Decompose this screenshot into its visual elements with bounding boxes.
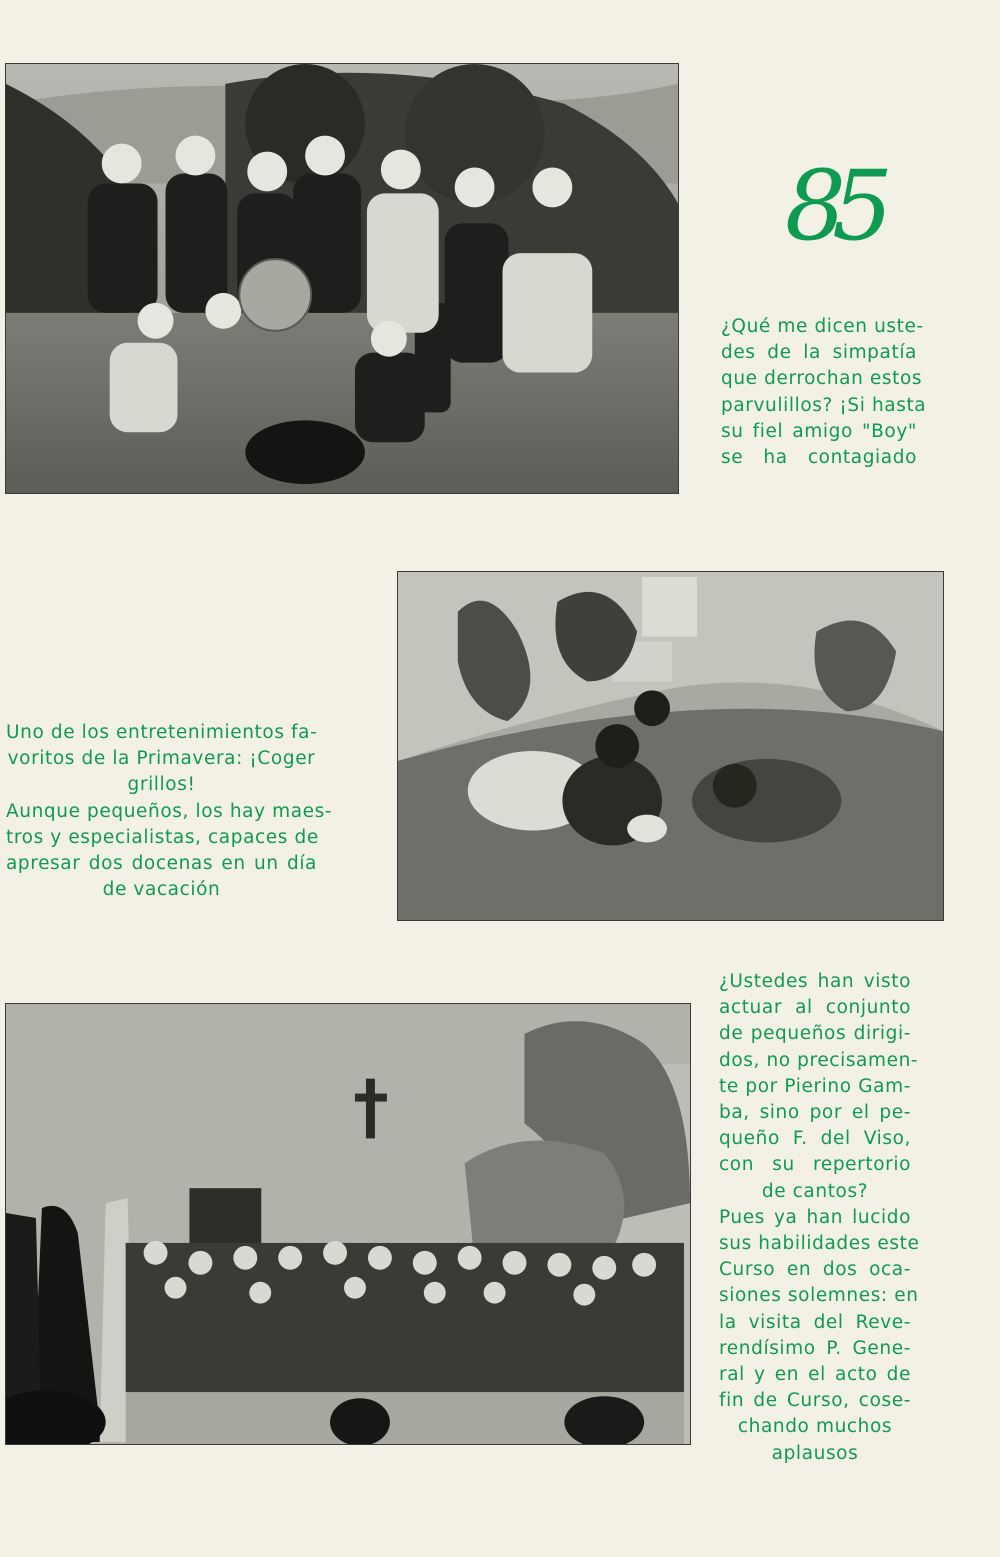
- boys-with-ball-and-dog-photo: [5, 63, 679, 494]
- caption-line: queño F. del Viso,: [719, 1128, 911, 1150]
- caption-line: Curso en dos oca-: [719, 1259, 911, 1281]
- caption-line: tros y especialistas, capaces de: [6, 826, 319, 848]
- monogram: 85: [784, 150, 880, 262]
- caption-line: ba, sino por el pe-: [719, 1102, 911, 1124]
- caption-line: des de la simpatía: [721, 342, 917, 364]
- caption-line: de vacación: [102, 879, 221, 901]
- caption-line: se ha contagiado: [721, 447, 917, 469]
- caption-line: parvulillos? ¡Si hasta: [721, 394, 927, 416]
- caption-line: voritos de la Primavera: ¡Coger: [7, 748, 316, 770]
- caption-line: dos, no precisamen-: [719, 1049, 919, 1071]
- caption-line: ¿Qué me dicen uste-: [721, 316, 924, 337]
- caption-line: apresar dos docenas en un día: [6, 853, 317, 875]
- caption-line: que derrochan estos: [721, 368, 923, 390]
- caption-line: actuar al conjunto: [719, 997, 911, 1019]
- caption-line: Aunque pequeños, los hay maes-: [6, 800, 333, 822]
- caption-line: aplausos: [771, 1442, 859, 1464]
- caption-line: chando muchos: [737, 1416, 893, 1438]
- caption-line: siones solemnes: en: [719, 1285, 919, 1307]
- caption-line: su fiel amigo "Boy": [721, 420, 917, 442]
- caption-line: de cantos?: [761, 1180, 869, 1202]
- caption-line: rendísimo P. Gene-: [719, 1337, 911, 1359]
- caption-line: Pues ya han lucido: [719, 1206, 911, 1228]
- caption-catching-crickets: [6, 720, 333, 903]
- caption-line: te por Pierino Gam-: [719, 1075, 911, 1097]
- boys-catching-crickets-photo: [397, 571, 944, 921]
- caption-line: de pequeños dirigi-: [719, 1023, 911, 1045]
- caption-line: la visita del Reve-: [719, 1311, 911, 1333]
- choir-performance-photo: [5, 1003, 691, 1445]
- caption-choir: [719, 969, 920, 1467]
- caption-line: fin de Curso, cose-: [719, 1390, 911, 1412]
- caption-boys-with-dog: [721, 314, 927, 471]
- caption-line: Uno de los entretenimientos fa-: [6, 722, 318, 743]
- caption-line: con su repertorio: [719, 1154, 911, 1176]
- caption-line: ral y en el acto de: [719, 1364, 911, 1386]
- caption-line: grillos!: [127, 774, 196, 796]
- caption-line: ¿Ustedes han visto: [719, 971, 911, 992]
- caption-line: sus habilidades este: [719, 1233, 920, 1255]
